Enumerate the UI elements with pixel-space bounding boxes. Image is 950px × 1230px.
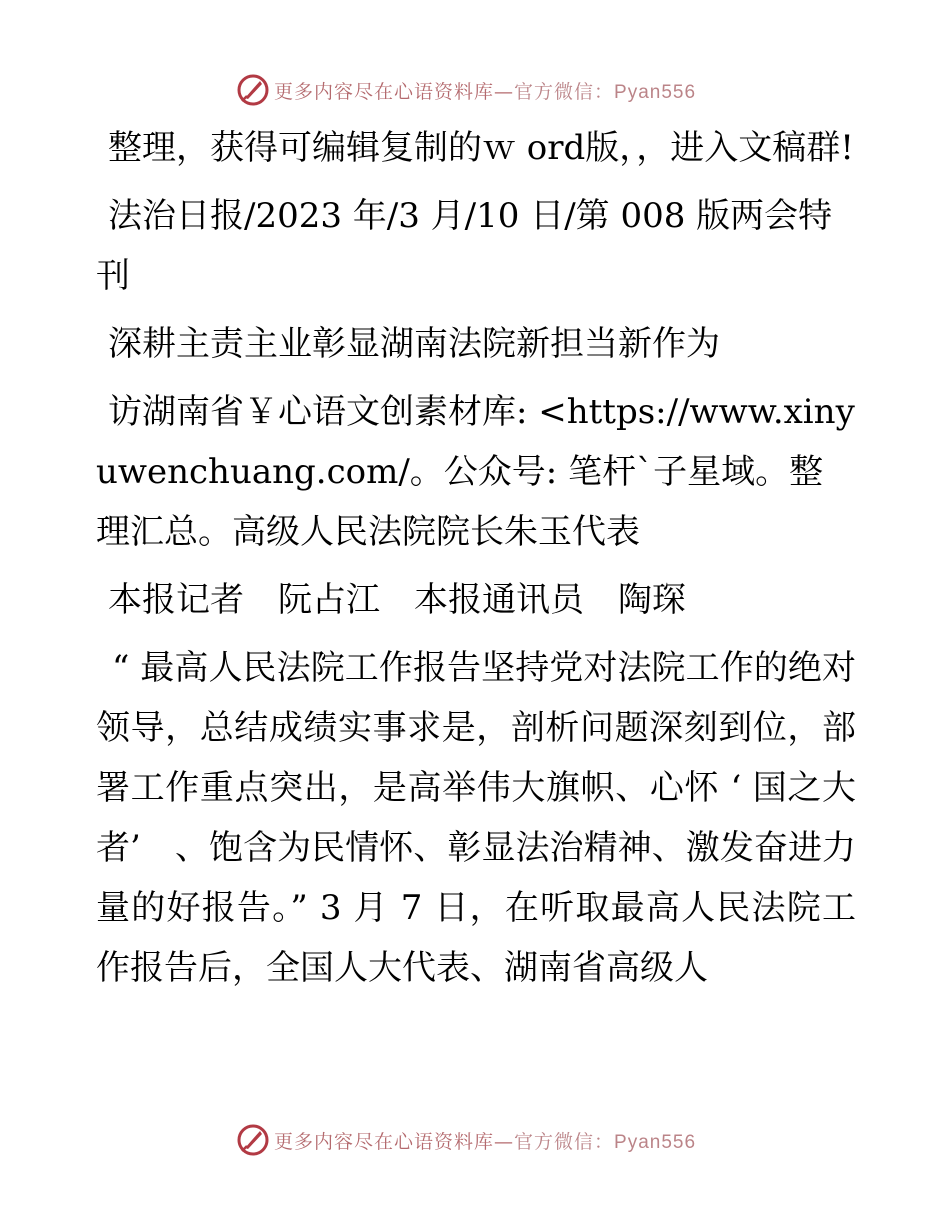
footer-watermark <box>236 1120 696 1160</box>
quill-circle-icon <box>236 73 270 107</box>
document-body <box>96 118 856 1006</box>
body-paragraph: “ 最高人民法院工作报告坚持党对法院工作的绝对领导，总结成绩实事求是，剖析问题深刻到位，部署工作重点突出，是高举伟大旗帜、心怀 ‘ 国之大者’ 、饱含为民情怀、彰显法治精神、激发奋进力量的好报告。” 3 月 7 日，在听取最高人民法院工作报告后，全国人大代表、湖南省高级人 <box>96 648 856 988</box>
article-subtitle: 访湖南省￥心语文创素材库: <https://www.xinyuwenchuang.com/。公众号: 笔杆`子星域。整理汇总。高级人民法院院长朱玉代表 <box>96 392 855 552</box>
quill-circle-icon <box>236 1123 270 1157</box>
source-line: 法治日报/2023 年/3 月/10 日/第 008 版两会特刊 <box>96 196 833 296</box>
watermark-wechat: 官方微信：Pyan556 <box>514 1131 697 1153</box>
intro-line: 整理，获得可编辑复制的ｗ ord版，，进入文稿群! <box>108 128 854 168</box>
article-title: 深耕主责主业彰显湖南法院新担当新作为 <box>108 324 720 364</box>
watermark-text: 更多内容尽在心语资料库— <box>274 1130 515 1153</box>
byline: 本报记者 阮占江 本报通讯员 陶琛 <box>108 580 686 620</box>
watermark-wechat: 官方微信：Pyan556 <box>514 81 697 103</box>
header-watermark <box>236 70 696 110</box>
watermark-text: 更多内容尽在心语资料库— <box>274 80 515 103</box>
